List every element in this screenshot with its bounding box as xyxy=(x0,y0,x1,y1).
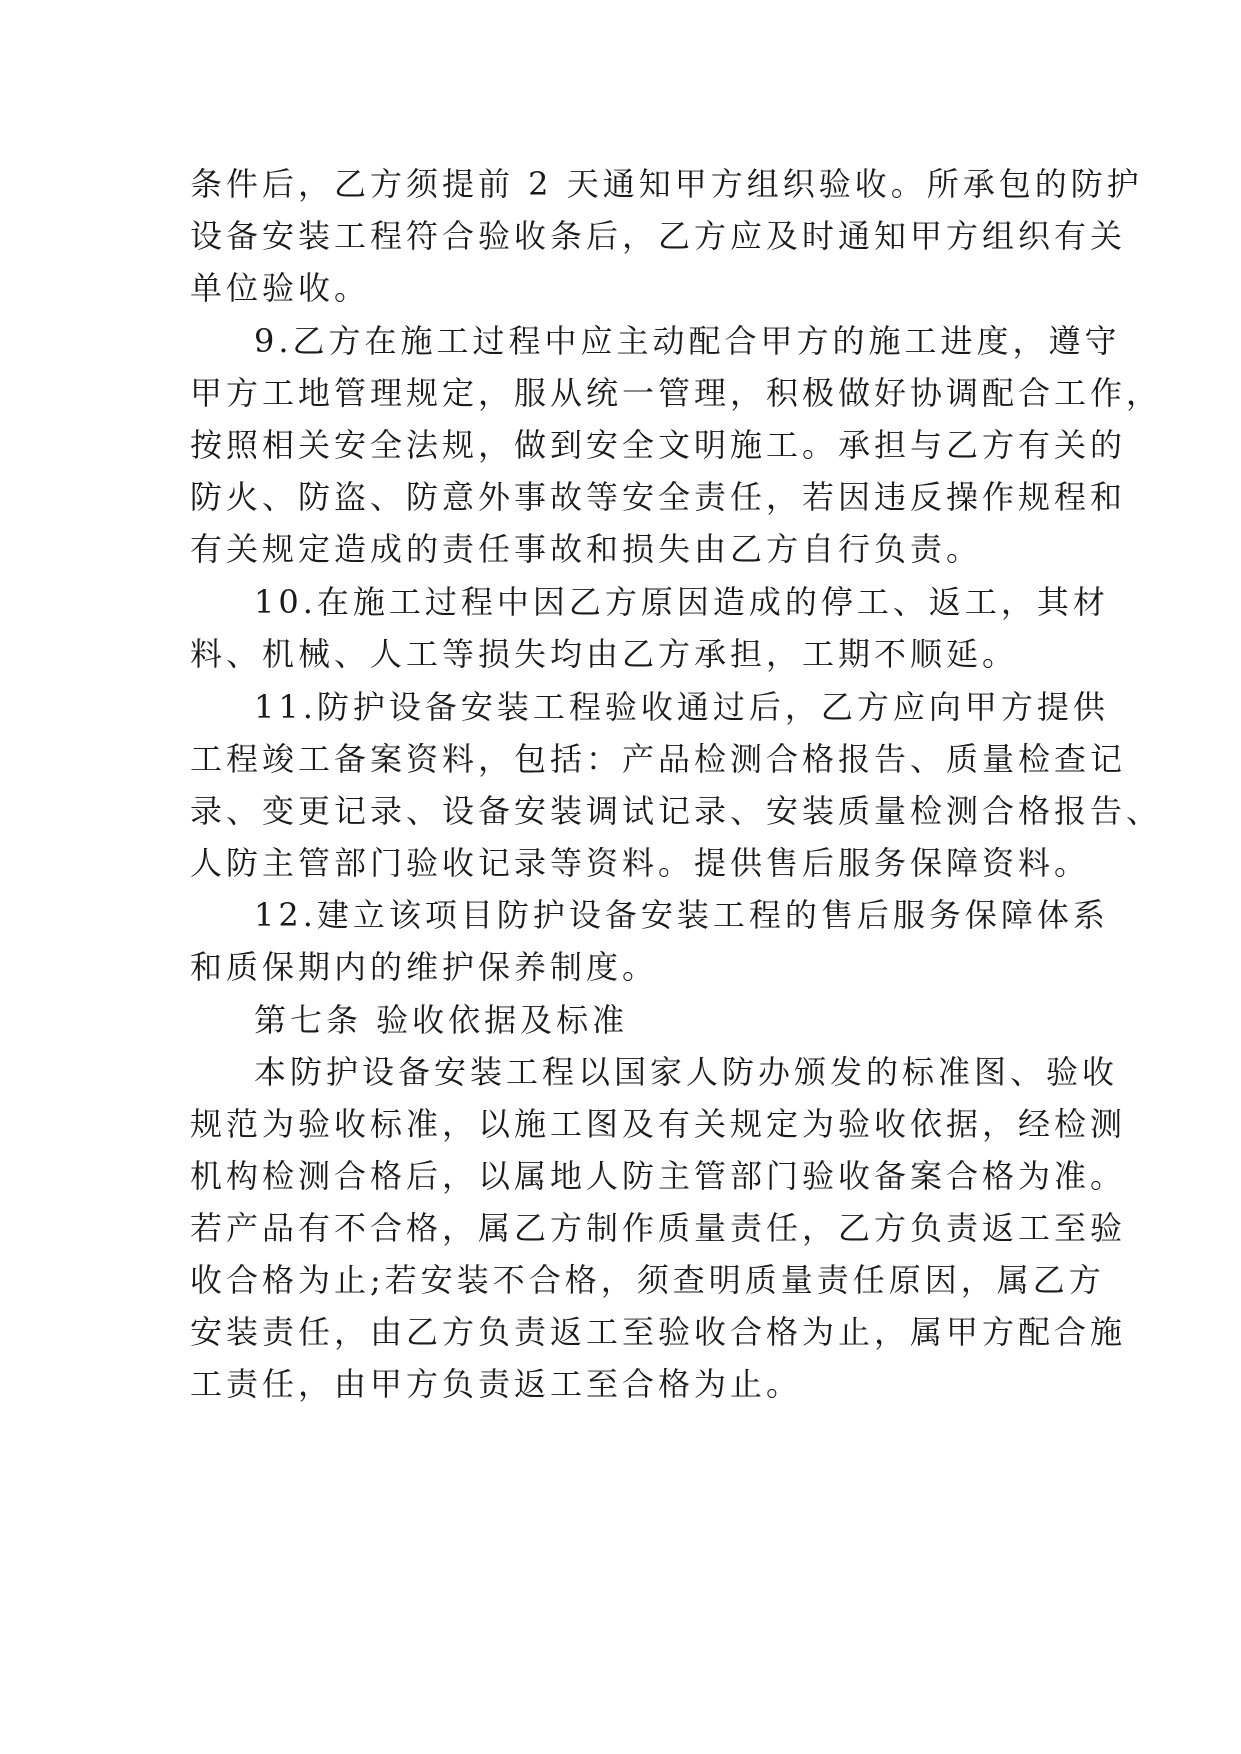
text-line: 规范为验收标准，以施工图及有关规定为验收依据，经检测 xyxy=(190,1105,1127,1143)
text-line: 若产品有不合格，属乙方制作质量责任，乙方负责返工至验 xyxy=(190,1209,1127,1247)
text-line: 和质保期内的维护保养制度。 xyxy=(190,948,659,986)
text-line: 条件后，乙方须提前 2 天通知甲方组织验收。所承包的防护 xyxy=(190,165,1143,203)
text-line: 录、变更记录、设备安装调试记录、安装质量检测合格报告、 xyxy=(190,792,1163,830)
text-line: 防火、防盗、防意外事故等安全责任，若因违反操作规程和 xyxy=(190,478,1127,516)
article-7-heading: 第七条 验收依据及标准 xyxy=(254,1001,629,1039)
paragraph-11-first-line: 11.防护设备安装工程验收通过后，乙方应向甲方提供 xyxy=(254,688,1109,726)
text-line: 有关规定造成的责任事故和损失由乙方自行负责。 xyxy=(190,530,983,568)
article-7-paragraph-first-line: 本防护设备安装工程以国家人防办颁发的标准图、验收 xyxy=(254,1053,1119,1091)
text-line: 安装责任，由乙方负责返工至验收合格为止，属甲方配合施 xyxy=(190,1313,1127,1351)
paragraph-10-first-line: 10.在施工过程中因乙方原因造成的停工、返工，其材 xyxy=(254,583,1109,621)
text-line: 设备安装工程符合验收条后，乙方应及时通知甲方组织有关 xyxy=(190,217,1127,255)
text-line: 工责任，由甲方负责返工至合格为止。 xyxy=(190,1365,803,1403)
text-line: 按照相关安全法规，做到安全文明施工。承担与乙方有关的 xyxy=(190,426,1127,464)
text-line: 人防主管部门验收记录等资料。提供售后服务保障资料。 xyxy=(190,844,1091,882)
text-line: 料、机械、人工等损失均由乙方承担，工期不顺延。 xyxy=(190,635,1019,673)
text-line: 单位验收。 xyxy=(190,269,371,307)
text-line: 工程竣工备案资料，包括：产品检测合格报告、质量检查记 xyxy=(190,740,1127,778)
paragraph-12-first-line: 12.建立该项目防护设备安装工程的售后服务保障体系 xyxy=(254,896,1109,934)
paragraph-9-first-line: 9.乙方在施工过程中应主动配合甲方的施工进度，遵守 xyxy=(254,322,1121,360)
text-line: 收合格为止;若安装不合格，须查明质量责任原因，属乙方 xyxy=(190,1261,1105,1299)
text-line: 甲方工地管理规定，服从统一管理，积极做好协调配合工作， xyxy=(190,374,1163,412)
text-line: 机构检测合格后，以属地人防主管部门验收备案合格为准。 xyxy=(190,1157,1127,1195)
